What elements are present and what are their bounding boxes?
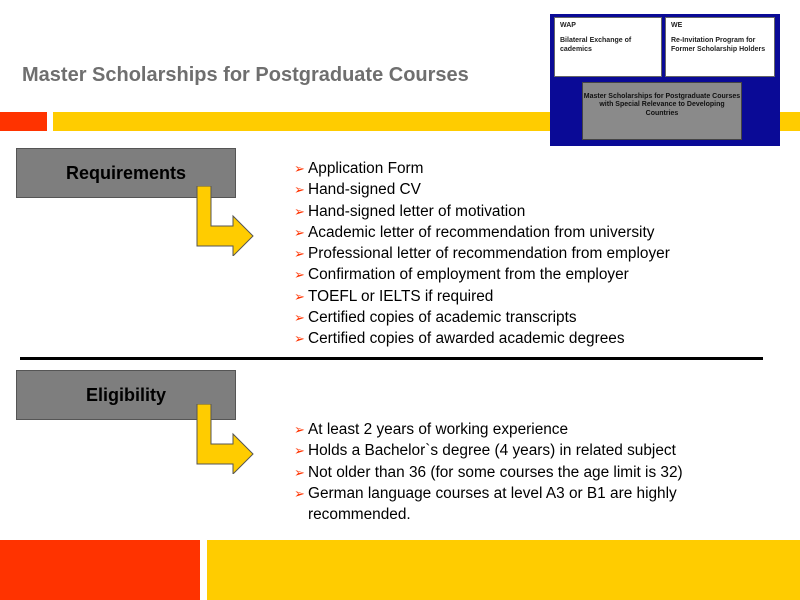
slide-title: Master Scholarships for Postgraduate Courses (22, 64, 469, 86)
logo-wap-heading: WAP (560, 22, 576, 29)
arrow-bullet-icon: ➢ (294, 288, 305, 304)
arrow-bullet-icon: ➢ (294, 267, 305, 283)
logo-master-cell: Master Scholarships for Postgraduate Courses with Special Relevance to Developing Countries (582, 82, 742, 140)
requirements-list (294, 158, 670, 350)
arrow-bullet-icon: ➢ (294, 331, 305, 347)
list-item: ➢ Application Form (294, 158, 670, 179)
arrow-bullet-icon: ➢ (294, 310, 305, 326)
list-item: ➢ Certified copies of academic transcripts (294, 307, 670, 328)
list-item: ➢ Professional letter of recommendation from employer (294, 243, 670, 264)
arrow-bullet-icon: ➢ (294, 485, 305, 501)
arrow-bullet-icon: ➢ (294, 464, 305, 480)
arrow-bullet-icon: ➢ (294, 224, 305, 240)
list-item: ➢ Holds a Bachelor`s degree (4 years) in related subject (294, 440, 778, 461)
logo-we-text: Re-Invitation Program for Former Scholarship Holders (671, 36, 766, 53)
logo-wap-text: Bilateral Exchange of cademics (560, 36, 632, 53)
list-item: ➢ At least 2 years of working experience (294, 419, 778, 440)
list-item: ➢ Certified copies of awarded academic degrees (294, 328, 670, 349)
logo-we-cell (665, 17, 775, 77)
eligibility-list (294, 419, 778, 525)
list-item: ➢ Academic letter of recommendation from university (294, 222, 670, 243)
bent-arrow-icon (193, 186, 255, 256)
arrow-bullet-icon: ➢ (294, 182, 305, 198)
eligibility-label: Eligibility (16, 370, 236, 420)
bottom-red-band (0, 540, 200, 600)
list-item: ➢ Not older than 36 (for some courses the age limit is 32) (294, 462, 778, 483)
arrow-bullet-icon: ➢ (294, 203, 305, 219)
program-logo (550, 14, 780, 146)
logo-we-heading: WE (671, 22, 683, 29)
top-red-band (0, 112, 47, 131)
list-item: ➢ TOEFL or IELTS if required (294, 286, 670, 307)
arrow-bullet-icon: ➢ (294, 246, 305, 262)
logo-wap-cell (554, 17, 662, 77)
list-item: ➢ Hand-signed CV (294, 179, 670, 200)
list-item: ➢ Hand-signed letter of motivation (294, 201, 670, 222)
requirements-label: Requirements (16, 148, 236, 198)
arrow-bullet-icon: ➢ (294, 161, 305, 176)
list-item: ➢ German language courses at level A3 or B1 are highly recommended. (294, 484, 677, 524)
bottom-yellow-band (207, 540, 800, 600)
list-item: ➢ Confirmation of employment from the employer (294, 264, 670, 285)
bent-arrow-icon (193, 404, 255, 474)
arrow-bullet-icon: ➢ (294, 443, 305, 459)
arrow-bullet-icon: ➢ (294, 422, 305, 437)
section-divider (20, 357, 763, 360)
